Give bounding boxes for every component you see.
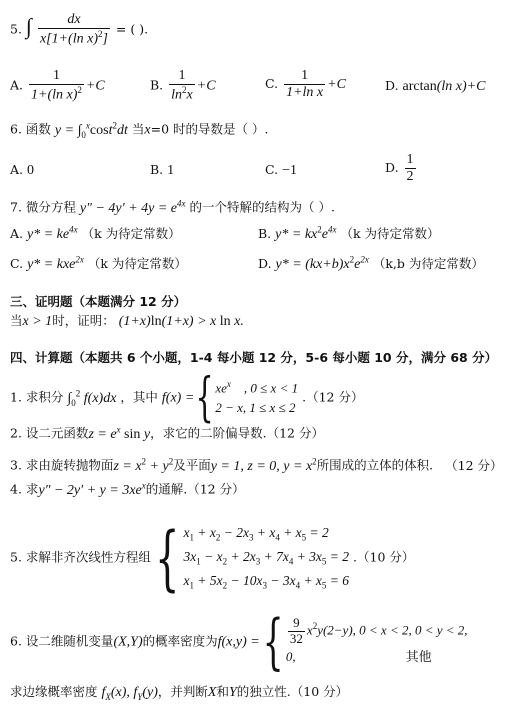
q7-option-c[interactable]: C. y* = kxe$^{2x}$ （k 为待定常数） (10, 254, 187, 272)
q5-option-c[interactable]: C. $\frac{1}{\text{1+ln x}}$ +C (265, 68, 346, 101)
section-3-title: 三、证明题（本题满分 12 分） (10, 294, 187, 309)
q5-integrand: $\frac{dx}{x[1+(\ln x)^2]}$ (39, 12, 108, 47)
section-3-text: 当x > 1时，证明： (1+x)ln(1+x) > x ln x. (10, 313, 244, 329)
q6-option-b[interactable]: B. 1 (150, 162, 175, 178)
problem-5: 5. 求解非齐次线性方程组{ $x_1 + x_2 - 2x_3 + x_4 + x_5 = 2$ $3x_1 - x_2 + 2x_3 + 7x_4 + 3x_5 = 2$ $x_1 + 5x_2 - 10x_3 - 3x_4 + x_5 = 6$ .（10 分） (10, 516, 415, 599)
q7-stem: 7. 微分方程 $y'' - 4y' + 4y = e^{4x}$ 的一个特解的结构为（ ）. (10, 198, 335, 216)
problem-3: 3. 求由旋转抛物面$z = x^2 + y^2$及平面y = 1, z = 0, $y = x^2$所围成的立体的体积. （12 分） (10, 456, 503, 474)
q6-stem: 6. 函数 $y = \int_0^x\cos t^2dt$ 当x=0 时的导数是（ ）. (10, 120, 269, 140)
q5-option-a[interactable]: A. $\frac{1}{1+(\ln x)^2}$ +C (10, 68, 105, 103)
q5-stem: 5. ∫ $\frac{dx}{x[1+(\ln x)^2]}$ = ( ). (10, 12, 149, 47)
integral-sign: ∫ (25, 13, 32, 39)
problem-1: 1. 求积分 $\int_0^2$ f(x)dx ，其中 f(x) ={ $xe^x$ , 0 ≤ x < 1 2 − x, 1 ≤ x ≤ 2 .（12 分） (10, 368, 364, 428)
problem-6-line-2: 求边缘概率密度 $f_X(x)$, $f_Y(y)$，并判断X和Y的独立性.（10 分） (10, 684, 349, 702)
left-brace: { (262, 607, 284, 677)
q6-option-d[interactable]: D. $\frac{1}{2}$ (385, 152, 414, 185)
q6-option-c[interactable]: C. −1 (265, 162, 297, 178)
left-brace: { (154, 516, 180, 599)
problem-6: 6. 设二维随机变量(X,Y)的概率密度为f(x,y) ={ $\frac{9}{32}$ $x^2y(2-y)$, 0 < x < 2, 0 < y < 2, 0, 其他 (10, 607, 468, 677)
q7-option-b[interactable]: B. $y* = kx^2e^{4x}$ （k 为待定常数） (258, 224, 440, 242)
left-brace: { (195, 368, 214, 428)
q5-option-b[interactable]: B. $\frac{1}{\ln^2x}$ +C (150, 68, 216, 103)
q6-option-a[interactable]: A. 0 (10, 162, 34, 178)
q7-option-a[interactable]: A. $y* = ke^{4x}$ （k 为待定常数） (10, 224, 181, 242)
q7-option-d[interactable]: D. $y* = (kx+b)x^2e^{2x}$ （k,b 为待定常数） (258, 254, 484, 272)
section-4-title: 四、计算题（本题共 6 个小题，1-4 每小题 12 分，5-6 每小题 10 分，满分 68 分） (10, 350, 498, 365)
problem-4: 4. 求$y'' - 2y' + y = 3xe^x$的通解.（12 分） (10, 480, 245, 498)
problem-2: 2. 设二元函数$z = e^x$ sin y，求它的二阶偏导数.（12 分） (10, 424, 324, 442)
q5-option-d[interactable]: D. arctan(ln x)+C (385, 78, 486, 94)
